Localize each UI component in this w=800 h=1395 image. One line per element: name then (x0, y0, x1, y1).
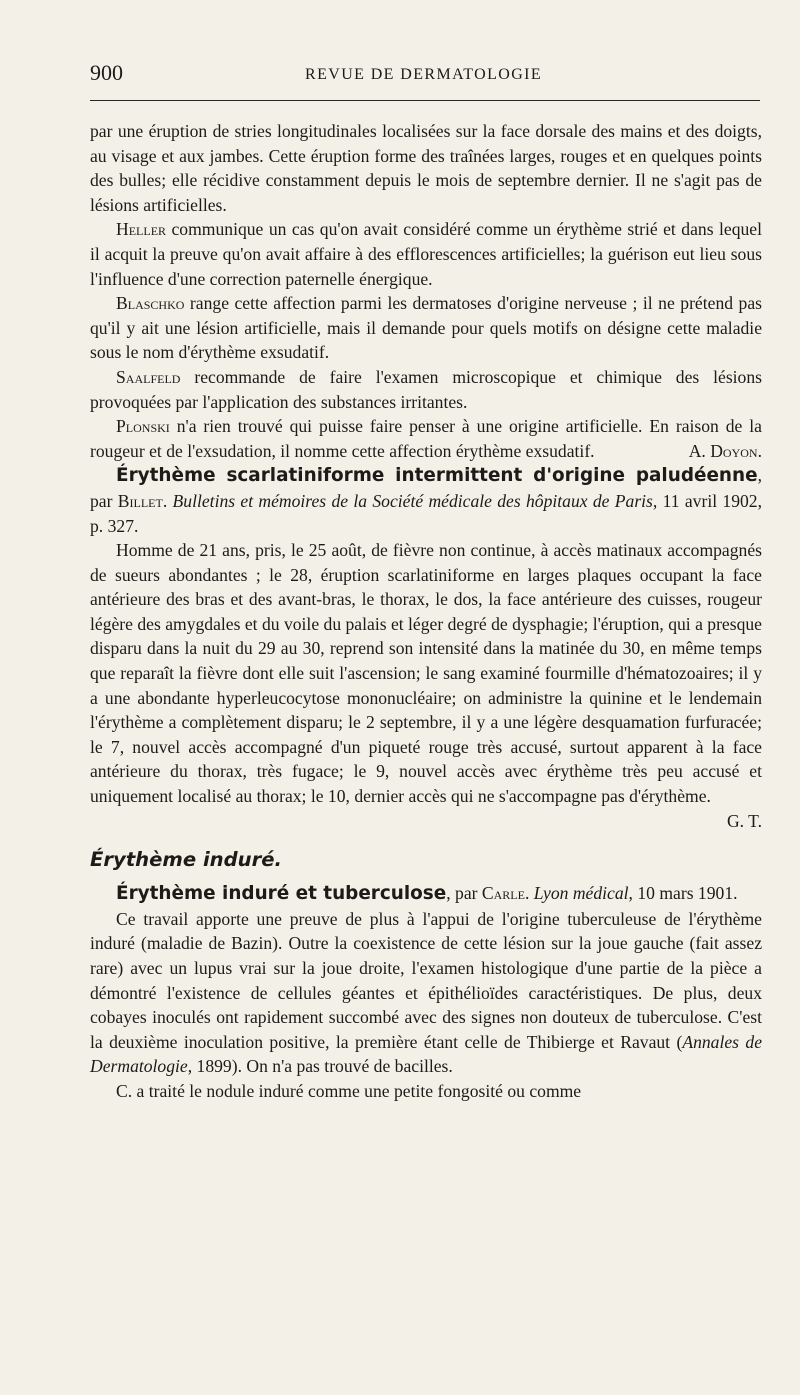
byline-text: , par (446, 883, 482, 904)
article-author: Carle (481, 883, 525, 904)
page-body (90, 119, 762, 1104)
paragraph-text: range cette affection parmi les dermatoses d'origine nerveuse ; il ne prétend pas qu'il y ait une lésion artificielle, mais il demande pour quels motifs on désigne cette maladie sous le nom d'érythème exsudatif. (90, 293, 762, 363)
journal-title: Bulletins et mémoires de la Société médicale des hôpitaux de Paris (172, 490, 653, 511)
page-number: 900 (90, 60, 123, 85)
article-title: Érythème induré et tuberculose (116, 883, 447, 905)
article-heading-billet (90, 463, 762, 538)
paragraph-text: par une éruption de stries longitudinales localisées sur la face dorsale des mains et des doigts, au visage et aux jambes. Cette éruption forme des traînées larges, rouges et en quelques points des bulles; elle récidive constamment depuis le mois de septembre dernier. Il ne s'agit pas de lésions artificielles. (90, 121, 762, 215)
byline-separator: . (524, 883, 534, 904)
paragraph-text: n'a rien trouvé qui puisse faire penser à une origine artificielle. En raison de la rougeur et de l'exsudation, il nomme cette affection érythème exsudatif. (90, 416, 762, 461)
byline-separator: . (162, 490, 173, 511)
paragraph-text: recommande de faire l'examen microscopique et chimique des lésions provoquées par l'application des substances irritantes. (90, 366, 762, 412)
author-name: Heller (116, 219, 167, 240)
paragraph-case-report (90, 538, 762, 833)
paragraph-carle-summary (90, 907, 762, 1079)
author-name: Blaschko (116, 293, 185, 314)
signature: A. Doyon. (688, 440, 762, 461)
article-title: Érythème scarlatiniforme intermittent d'origine paludéenne (116, 465, 758, 487)
paragraph-continuation (90, 119, 762, 217)
article-heading-carle (90, 881, 762, 907)
header-rule (90, 100, 760, 101)
citation-ref: , 10 mars 1901. (628, 883, 738, 904)
journal-title: Annales de Dermatologie (90, 1031, 762, 1077)
paragraph-plonski (90, 414, 762, 463)
paragraph-text: , 1899). On n'a pas trouvé de bacilles. (187, 1056, 453, 1077)
paragraph-saalfeld (90, 365, 762, 414)
paragraph-blaschko (90, 291, 762, 365)
paragraph-heller (90, 217, 762, 291)
paragraph-text: C. a traité le nodule induré comme une petite fongosité ou comme (116, 1080, 582, 1101)
article-author: Billet (117, 490, 163, 511)
citation-ref: , 11 avril 1902, p. 327. (90, 490, 762, 536)
page-header (90, 60, 760, 92)
paragraph-carle-treatment (90, 1079, 762, 1104)
paragraph-text: Homme de 21 ans, pris, le 25 août, de fièvre non continue, à accès matinaux accompagnés de sueurs abondantes ; le 28, éruption scarlatiniforme en larges plaques occupant la face antérieure des bras et des avant-bras, le thorax, le dos, la face antérieure des cuisses, rougeur légère des amygdales et du voile du palais et léger degré de dysphagie; l'éruption, qui a presque disparu dans la nuit du 29 au 30, reprend son intensité dans la matinée du 30, en même temps que reparaît la fièvre dont elle suit l'ascension; le sang examiné fourmille d'hématozoaires; il y a une abondante hyperleucocytose mononucléaire; on administre la quinine et le lendemain l'érythème a complètement disparu; le 2 septembre, il y a une légère desquamation furfuracée; le 7, nouvel accès accompagné d'un piqueté rouge très accusé, surtout apparent à la face antérieure du thorax, très fugace; le 9, nouvel accès avec érythème très peu accusé et uniquement localisé au thorax; le 10, dernier accès qui ne s'accompagne pas d'érythème. (90, 540, 762, 807)
author-name: Saalfeld (116, 366, 181, 387)
paragraph-text: Ce travail apporte une preuve de plus à l'appui de l'origine tuberculeuse de l'érythème induré (maladie de Bazin). Outre la coexistence de cette lésion sur la joue gauche (fait assez rare) avec un lupus vrai sur la joue droite, l'examen histologique d'une partie de la pièce a démontré l'existence de cellules géantes et épithélioïdes caractéristiques. De plus, deux cobayes inoculés ont rapidement succombé avec des signes non douteux de tuberculose. C'est la deuxième inoculation positive, la première étant celle de Thibierge et Ravaut ( (90, 908, 762, 1052)
byline-text: , par (90, 465, 762, 511)
signature: G. T. (726, 810, 762, 831)
journal-title: Lyon médical (533, 883, 629, 904)
section-title: Érythème induré. (90, 848, 282, 872)
paragraph-text: communique un cas qu'on avait considéré comme un érythème strié et dans lequel il acquit la preuve qu'on avait affaire à des efflorescences artificielles; la guérison eut lieu sous l'influence d'une correction paternelle énergique. (90, 219, 762, 289)
running-head: REVUE DE DERMATOLOGIE (305, 66, 543, 83)
author-name: Plonski (116, 416, 170, 437)
